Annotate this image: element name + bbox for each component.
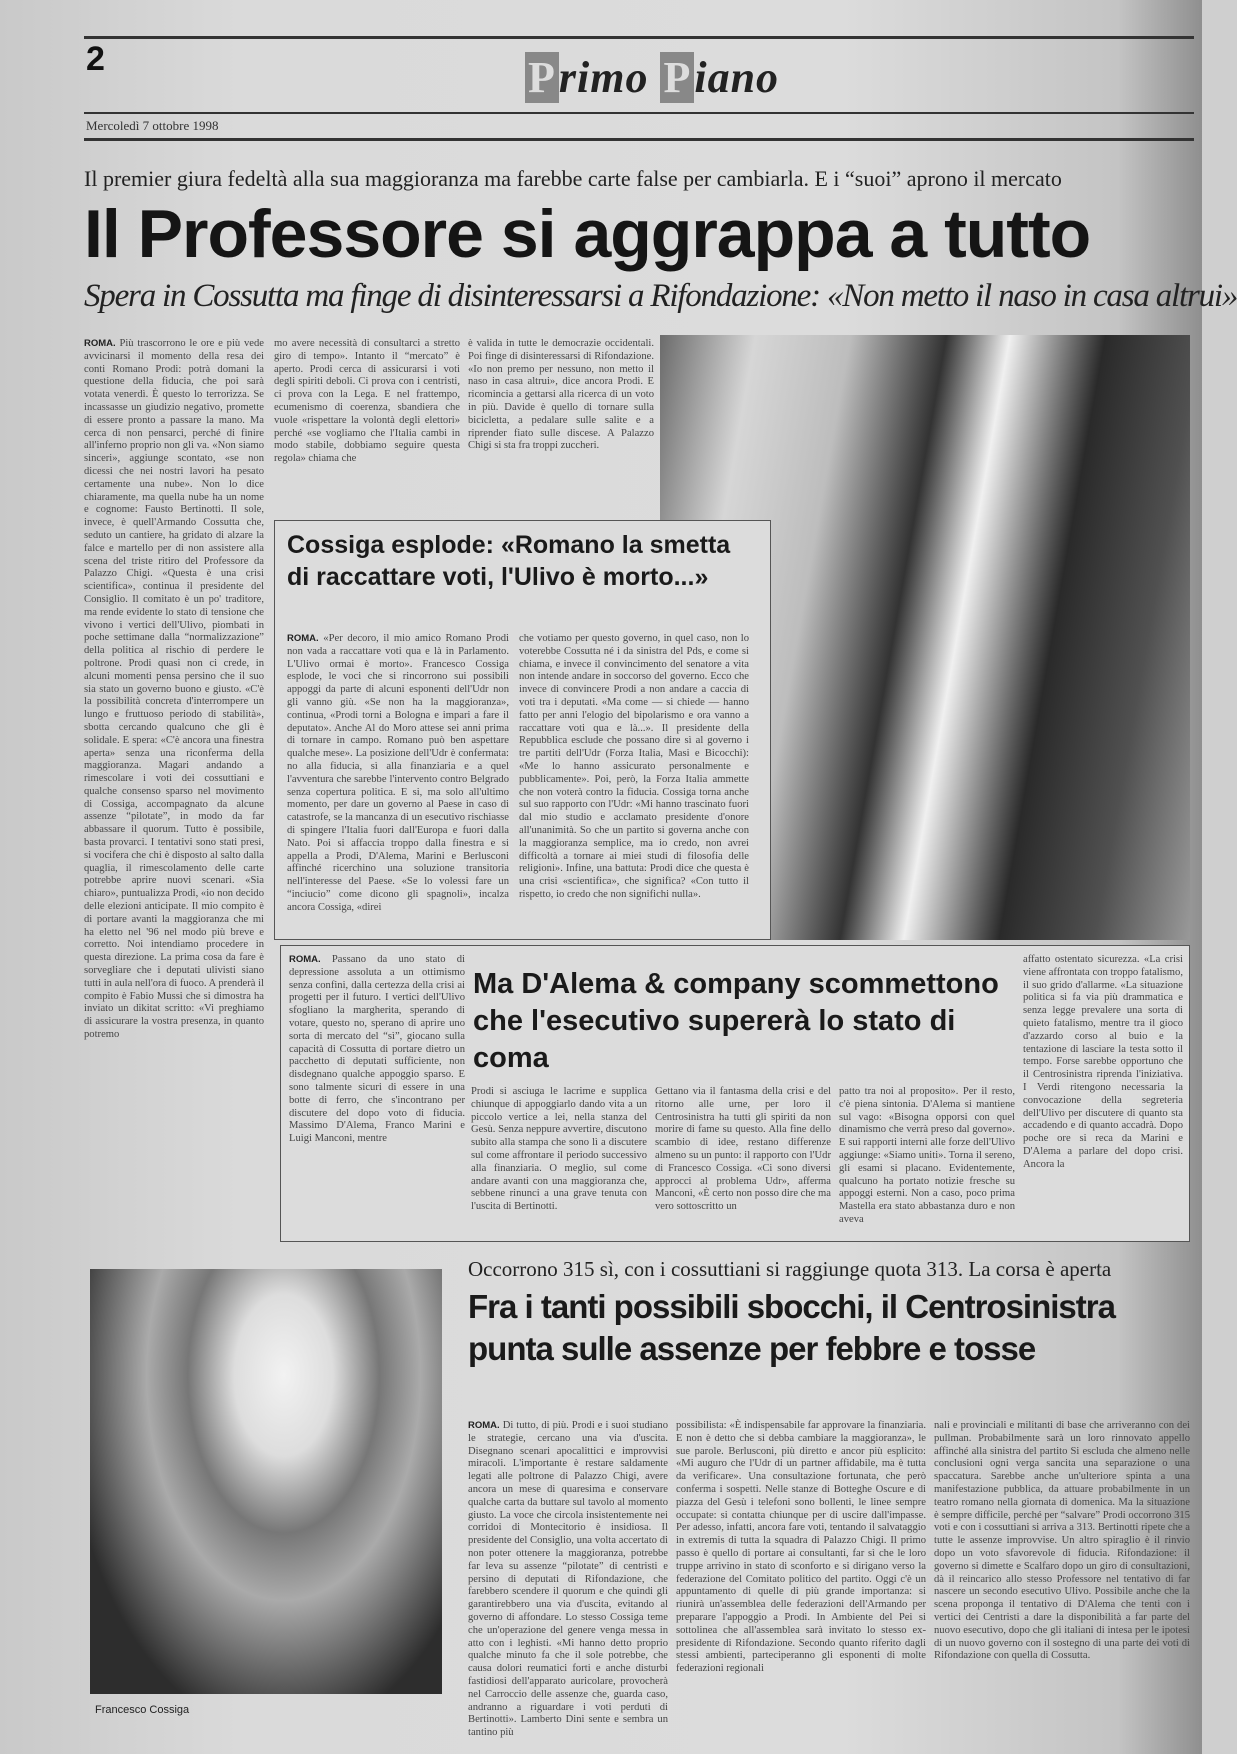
- top-rule: [84, 36, 1194, 39]
- main-kicker: Il premier giura fedeltà alla sua maggioranza ma farebbe carte false per cambiarla. E i “suoi” aprono il mercato: [84, 166, 1062, 191]
- issue-date: Mercoledì 7 ottobre 1998: [86, 118, 219, 133]
- dalema-col4: patto tra noi al proposito». Per il resto, c'è piena sintonia. D'Alema si mantiene sul vago: «Bisogna opporsi con quel dinamismo che verrà preso dal governo». E sui rapporti interni alle forze dell'Ulivo aggiunge: «Siamo uniti». Torna il sereno, gli esami si placano. Evidentemente, qualcuno ha portato notizie fresche su appoggi esterni. Non a caso, poco prima Mastella era stato abbastanza duro e non aveva: [839, 1086, 1015, 1225]
- main-article-col2: mo avere necessità di consultarci a stretto giro di tempo». Intanto il “mercato” è aperto. Prodi cerca di assicurarsi i voti degli spiriti deboli. Ci prova con i centristi, ci prova con la Lega. E nel frattempo, ecumenismo di coerenza, sbandiera che vuole «rispettare la volontà degli elettori» perché «se vogliamo che l'Italia cambi in modo stabile, dobbiamo seguire questa regola» chiama che: [274, 338, 460, 465]
- main-subheadline: Spera in Cossutta ma finge di disinteressarsi a Rifondazione: «Non metto il naso in casa altrui»: [84, 278, 1237, 314]
- bottom-col2: possibilista: «È indispensabile far approvare la finanziaria. E non è detto che si debba cambiare la maggioranza», le sue parole. Berlusconi, più diretto e ancor più esplicito: «Mi auguro che l'Udr di un partner affidabile, ma è tutta da verificare». Una consultazione fortunata, che però conferma i sospetti. Nelle stanze di Botteghe Oscure e di piazza del Gesù i telefoni sono bollenti, le linee sempre occupate: si contatta chiunque per di uscire dall'impasse. Per adesso, infatti, ancora fare voti, tentando il salvataggio in extremis di tutta la squadra di Palazzo Chigi. Il primo passo è quello di portare ai consultanti, far sì che le loro truppe arrivino in stato di sconforto e si dirigano verso la federazione del Comitato politico del partito. Oggi c'è un appuntamento di quelle di più grande importanza: si riunirà un'assemblea delle federazioni dell'Armando per preparare l'appoggio a Prodi. In Ambiente del Pei si sottolinea che all'assemblea sarà invitato lo stesso ex-presidente di Rifondazione. Secondo quanto riferito dagli stessi ambienti, parteciperanno gli esponenti di molte federazioni regionali: [676, 1420, 926, 1675]
- dalema-col2: Prodi si asciuga le lacrime e supplica chiunque di appoggiarlo dando vita a un piccolo vertice a lei, nella stanza del Gesù. Senza neppure avvertire, discutono subito alla stampa che sono lì a discutere sul come affrontare il periodo successivo alla finanziaria. O meglio, sul come andare avanti con una maggioranza che, sebbene rinunci a una grave tenuta con l'uscita di Bertinotti.: [471, 1086, 647, 1213]
- section-masthead: Primo Piano: [525, 52, 779, 103]
- bottom-headline: Fra i tanti possibili sbocchi, il Centrosinistra punta sulle assenze per febbre e tosse: [468, 1288, 1115, 1367]
- cossiga-col1: ROMA. «Per decoro, il mio amico Romano Prodi non vada a raccattare voti qua e là in Parlamento. L'Ulivo ormai è morto». Francesco Cossiga esplode, le voci che si rincorrono sui possibili appoggi da parte di alcuni esponenti dell'Udr non gli vanno giù. «Se non ha la maggioranza», continua, «Prodi torni a Bologna e impari a fare il deputato». Anche Al do Moro attese sei anni prima di tornare in campo. Romano può ben aspettare qualche mese». La posizione dell'Udr è confermata: no alla fiducia, sì alla finanziaria e a quel l'avventura che sarebbe l'intervento contro Belgrado senza copertura politica. E si, ma solo all'ultimo momento, per dare un governo al Paese in caso di catastrofe, se la mancanza di un esecutivo rischiasse di spingere l'Italia fuori dall'Europa e fuori dalla Nato. Poi si affaccia troppo dalla finestra e si appella a Prodi, D'Alema, Marini e Berlusconi affinché ricerchino una soluzione transitoria nell'interesse del Paese. «Se lo volessi fare un “inciucio” come dicono gli spagnoli», incalza ancora Cossiga, «direi: [287, 633, 509, 913]
- bottom-col1: ROMA. Di tutto, di più. Prodi e i suoi studiano le strategie, cercano una via d'uscita. Disegnano scenari apocalittici e improvvisi miracoli. L'importante è restare saldamente legati alle poltrone di Palazzo Chigi, avere ancora un mese di quaresima e conservare qualche carta da buttare sul tavolo al momento giusto. La voce che circola insistentemente nei corridoi di Montecitorio è insidiosa. Il presidente del Consiglio, una volta accertato di non poter ottenere la maggioranza, potrebbe far leva su assenze “pilotate” di centristi e persino di deputati di Rifondazione, che farebbero scendere il quorum e che quindi gli garantirebbero una via d'uscita, evitando al governo di affondare. Lo stesso Cossiga teme che un'operazione del genere venga messa in atto con i leghisti. «Mi hanno detto proprio qualche minuto fa che il sole potrebbe, che causa dolori reumatici forti e anche disturbi fastidiosi dell'apparato auricolare, provocherà nel Carroccio delle assenze che, guarda caso, andranno a riguardare i voti perduti di Bertinotti». Lamberto Dini sente e sembra un tantino più: [468, 1420, 668, 1739]
- main-article-col3: è valida in tutte le democrazie occidentali. Poi finge di disinteressarsi di Rifondazione. «Io non premo per nessuno, non metto il naso in casa altrui», dice ancora Prodi. E ricomincia a gettarsi alla ricerca di un voto in più. Davide è quello di tornare sulla bicicletta, a pedalare sulle salite e a riprender fiato sulle discese. A Palazzo Chigi si sta fra troppi zuccheri.: [468, 338, 654, 452]
- cossiga-portrait-photo: [90, 1269, 442, 1694]
- page-number: 2: [86, 40, 105, 78]
- cossiga-headline: Cossiga esplode: «Romano la smetta di raccattare voti, l'Ulivo è morto...»: [287, 531, 731, 591]
- dalema-col5: affatto ostentato sicurezza. «La crisi viene affrontata con troppo fatalismo, il suo grido d'allarme. «La situazione politica si fa via più drammatica e senza legge prevalere una sorta di quieto fatalismo, mentre tra il gioco d'azzardo corso al buio e la tentazione di lasciare la testa sotto il tempo. Forse sarebbe opportuno che il Centrosinistra riprenda l'iniziativa. I Verdi ritengono necessaria la convocazione della segreteria dell'Ulivo per discutere di quanto sta accadendo e di quanto accadrà. Dopo poche ore si reca da Marini e D'Alema a parlare del dopo crisi. Ancora la: [1023, 954, 1183, 1170]
- dalema-col1: ROMA. Passano da uno stato di depressione assoluta a un ottimismo senza confini, dalla certezza della crisi ai progetti per il futuro. I vertici dell'Ulivo sfogliano la margherita, sperando di votare, questo no, sperano di aprire uno sorta di mercato del “sì”, giocano sulla capacità di Cossutta di portare dietro un pacchetto di deputati sufficiente, non disdegnano qualche appoggio sparso. E sono talmente sicuri di essere in una botte di ferro, che s'incontrano per discutere del dopo voto di fiducia. Massimo D'Alema, Franco Marini e Luigi Manconi, mentre: [289, 954, 465, 1145]
- dalema-col3: Gettano via il fantasma della crisi e del ritorno alle urne, per loro il Centrosinistra ha tutti gli spiriti da non morire di fame su questo. Alla fine dello scambio di idee, restano differenze almeno su un punto: il rapporto con l'Udr di Francesco Cossiga. «Ci sono diversi approcci al problema Udr», afferma Manconi, «È certo non posso dire che ma vero sottoscritto un: [655, 1086, 831, 1213]
- dalema-headline: Ma D'Alema & company scommettono che l'esecutivo supererà lo stato di coma: [473, 968, 999, 1074]
- bottom-kicker: Occorrono 315 sì, con i cossuttiani si raggiunge quota 313. La corsa è aperta: [468, 1257, 1112, 1281]
- header-rule: [84, 112, 1194, 114]
- bottom-col3: nali e provinciali e militanti di base che arriveranno con dei pullman. Probabilmente sarà un loro rinnovato appello affinché alla sinistra del partito Si escluda che almeno nelle conclusioni ogni verga sancita una separazione o una spaccatura. Sarebbe anche un'ulteriore spinta a una manifestazione pubblica, da attuare probabilmente in un teatro romano nella giornata di domenica. Ma la situazione è sempre difficile, perché per “salvare” Prodi occorrono 315 voti e con i cossuttiani si arriva a 313. Bertinotti ripete che a tutte le assenze improvvise. Un altro spiraglio è il rinvio dopo un voto sfavorevole di fiducia. Rifondazione: il governo si dimette e Scalfaro dopo un giro di consultazioni, dà il reincarico allo stesso Professore nel tentativo di far nascere un secondo esecutivo Ulivo. Possibile anche che la scena proponga il tentativo di D'Alema che tenti con i vertici dei Centristi a dare la disponibilità a far parte del nuovo esecutivo, dopo che gli italiani di intesa per le ipotesi di un nuovo governo con il sostegno di una parte dei voti di Rifondazione con quella di Cossutta.: [934, 1420, 1190, 1662]
- main-headline: Il Professore si aggrappa a tutto: [84, 196, 1091, 272]
- photo-caption: Francesco Cossiga: [95, 1704, 190, 1716]
- main-article-col1: ROMA. Più trascorrono le ore e più vede avvicinarsi il momento della resa dei conti Romano Prodi: potrà domani la questione della fiducia, che poi sarà votata venerdì. È questo lo terrorizza. Se incassasse un giudizio negativo, promette di essere pronto a passare la mano. Ma cerca di non pensarci, perché di finire all'inferno proprio non gli va. «Non siamo sinceri», aggiunge scontato, «se non dicessi che nei nostri lavori ha pesato certamente una nube». Non lo dice chiaramente, ma quella nube ha un nome e cognome: Fausto Bertinotti. Il sole, invece, è quell'Armando Cossutta che, seduto un cantiere, ha gridato di alzare la falce e martello per di non assistere alla scena del triste ritiro del Professore da Palazzo Chigi. «Questa è una crisi scientifica», continua il presidente del Consiglio. Il comitato è un po' traditore, ma rende evidente lo stato di tensione che vivono i vertici dell'Ulivo, piombati in poche settimane dalla “normalizzazione” della politica al rischio di perdere le poltrone. Prodi quasi non ci crede, in alcuni momenti pensa persino che il suo sia stato un governo buono e giusto. «C'è la possibilità concreta d'interrompere un lungo e fruttuoso periodo di stabilità», sbotta cercando qualcuno che gli è solidale. E spera: «C'è ancora una finestra aperta» senza una riconferma della maggioranza. Magari andando a rimescolare i voti dei cossuttiani e qualche consenso sparso nel movimento di Cossiga, accompagnato da alcune assenze “pilotate”, in modo da far abbassare il quorum. Tutto è possibile, basta provarci. I tentativi sono stati presi, si vocifera che chi è disposto al salto dalla quaglia, il rimescolamento delle carte potrebbe aprire nuovi scenari. «Sia chiaro», puntualizza Prodi, «io non decido delle elezioni anticipate. Il mio compito è di portare avanti la maggioranza che mi ha eletto nel '96 nel modo più breve e corretto. Noi intendiamo procedere in questa direzione. La prima cosa da fare è sorvegliare che i deputati ulivisti siano tutti in aula nell'ora di fuoco. A prenderà il compito è Fabio Mussi che si dimostra ha inviato un dikitat scritto: «Vi preghiamo di assicurare la vostra presenza, in quanto potremo: [84, 338, 264, 1041]
- cossiga-sidebar-box: [274, 520, 771, 940]
- date-rule: [84, 138, 1194, 141]
- cossiga-col2: che votiamo per questo governo, in quel caso, non lo voterebbe Cossutta né i da sinistra del Pds, e come si chiama, e invece il convincimento del senatore a vita non intende andare in soccorso del governo. Ecco che invece di convincere Prodi a non andare a caccia di voti tra i deputati. «Ma come — si chiede — hanno fatto per anni l'elogio del bipolarismo e ora vanno a raccattare voti qua e là...». Il presidente della Repubblica esclude che possano dire sì al governo i tre partiti dell'Udr (Forza Italia, Masi e Bicocchi): «Me lo hanno assicurato personalmente e pubblicamente». Poi, però, la Forza Italia ammette che non voterà contro la fiducia. Cossiga torna anche sul suo rapporto con l'Udr: «Mi hanno trascinato fuori dal mio studio e acclamato presidente d'onore all'unanimità. So che un partito si governa anche con la maggioranza semplice, ma io credo, non avrei difficoltà a tornare ai miei studi di filosofia delle religioni». Infine, una battuta: Prodi dice che questa è una crisi «scientifica», che significa? «Con tutto il rispetto, io credo che non significhi nulla».: [519, 633, 749, 900]
- dalema-sidebar-box: [280, 945, 1190, 1242]
